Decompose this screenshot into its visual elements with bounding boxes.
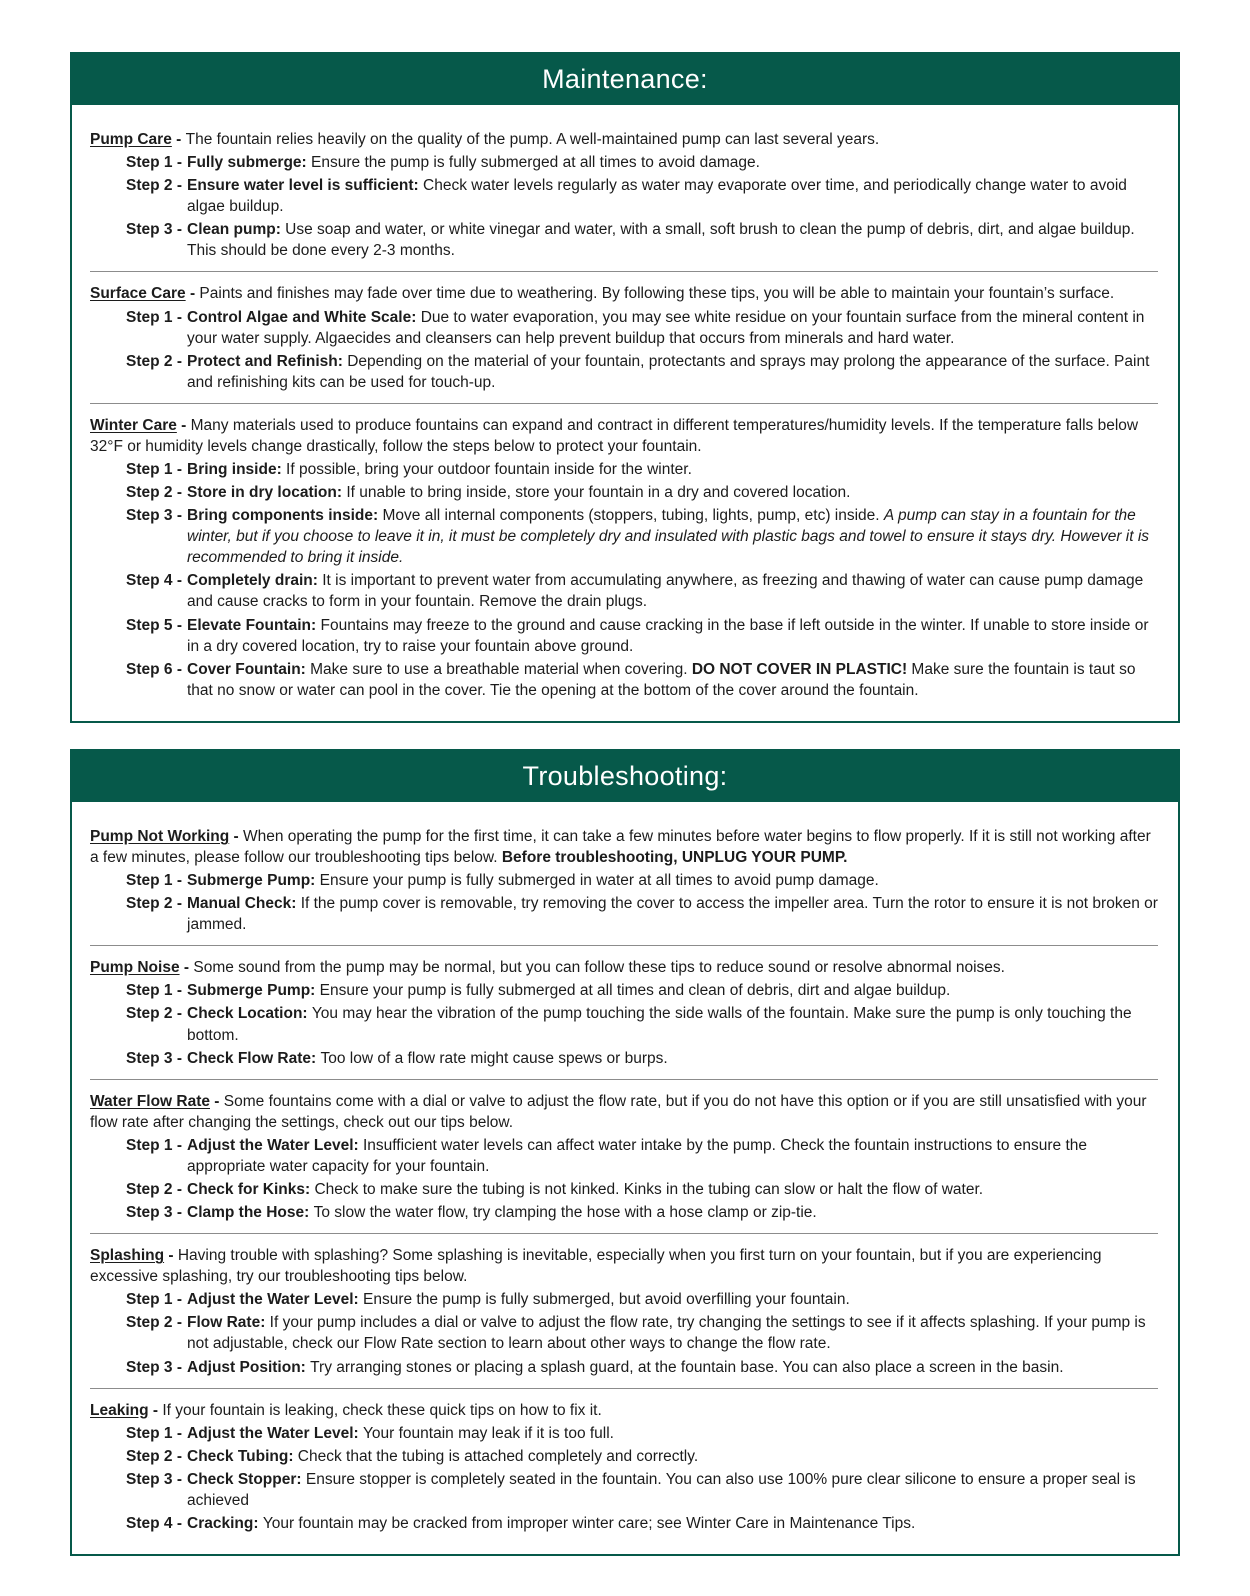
step-name: Protect and Refinish:: [187, 352, 348, 370]
text-segment: Due to water evaporation, you may see white residue on your fountain surface from the mineral content in your water supply. Algaecides and cleansers can help prevent buildup that occurs from minerals and hard water.: [187, 308, 1145, 347]
step-text: [187, 152, 1158, 173]
step-row: [126, 570, 1158, 612]
maintenance-section-title: Maintenance:: [72, 54, 1178, 105]
step-text: [187, 175, 1158, 217]
step-label: Step 2 -: [126, 1447, 182, 1465]
topic-intro: [90, 1245, 1158, 1287]
step-text: [187, 1357, 1158, 1378]
topic-divider: [90, 271, 1158, 272]
step-label: Step 4 -: [126, 572, 182, 590]
step-name: Completely drain:: [187, 572, 323, 590]
step-text: [187, 482, 1158, 503]
topic-water-flow-rate: [90, 1091, 1158, 1223]
step-row: [126, 1003, 1158, 1045]
step-label: Step 3 -: [126, 1470, 182, 1488]
step-text: [187, 307, 1158, 349]
topic-dash: -: [176, 416, 191, 434]
text-segment: Your fountain may leak if it is too full.: [362, 1424, 614, 1442]
step-name: Ensure water level is sufficient:: [187, 177, 424, 195]
text-segment: Make sure the fountain is taut so that no snow or water can pool in the cover. Tie the opening at the bottom of the cover around the fountain.: [187, 660, 1136, 699]
text-segment: You may hear the vibration of the pump touching the side walls of the fountain. Make sure the pump is only touching the bottom.: [187, 1005, 1132, 1044]
step-text: [187, 1135, 1158, 1177]
topic-splashing: [90, 1245, 1158, 1377]
step-name: Check Stopper:: [187, 1470, 306, 1488]
step-name: Fully submerge:: [187, 154, 312, 172]
text-segment: Paints and finishes may fade over time due to weathering. By following these tips, you will be able to maintain your fountain’s surface.: [199, 285, 1115, 303]
topic-dash: -: [229, 827, 243, 845]
step-row: [126, 870, 1158, 891]
step-row: [126, 482, 1158, 503]
step-label: Step 2 -: [126, 1314, 182, 1332]
step-text: [187, 659, 1158, 701]
step-text: [187, 1312, 1158, 1354]
step-text: [187, 570, 1158, 612]
step-label: Step 5 -: [126, 616, 182, 634]
text-segment: Check that the tubing is attached completely and correctly.: [297, 1447, 699, 1465]
step-text: [187, 980, 1158, 1001]
step-text: [187, 505, 1158, 568]
text-segment: Insufficient water levels can affect water intake by the pump. Check the fountain instructions to ensure the appropriate water capacity for your fountain.: [187, 1136, 1088, 1175]
topic-intro: [90, 1400, 1158, 1421]
text-segment: Having trouble with splashing? Some splashing is inevitable, especially when you first turn on your fountain, but if you are experiencing excessive splashing, try our troubleshooting tips below.: [90, 1247, 1102, 1286]
topic-winter-care: [90, 415, 1158, 701]
troubleshooting-section-title: Troubleshooting:: [72, 751, 1178, 802]
step-label: Step 2 -: [126, 895, 182, 913]
step-label: Step 2 -: [126, 1005, 182, 1023]
step-row: [126, 1446, 1158, 1467]
step-row: [126, 505, 1158, 568]
text-segment: Move all internal components (stoppers, tubing, lights, pump, etc) inside.: [382, 507, 884, 525]
step-label: Step 3 -: [126, 1049, 182, 1067]
step-row: [126, 1469, 1158, 1511]
text-segment: Ensure your pump is fully submerged at all times and clean of debris, dirt and algae buildup.: [319, 982, 951, 1000]
topic-heading: Pump Not Working: [90, 827, 230, 845]
step-row: [126, 659, 1158, 701]
step-row: [126, 152, 1158, 173]
text-segment: Some sound from the pump may be normal, but you can follow these tips to reduce sound or resolve abnormal noises.: [193, 959, 1005, 977]
step-row: [126, 1135, 1158, 1177]
text-segment: Many materials used to produce fountains can expand and contract in different temperatures/humidity levels. If the temperature falls below 32°F or humidity levels change drastically, follow the steps below to protect your fountain.: [90, 416, 1139, 455]
topic-divider: [90, 403, 1158, 404]
step-text: [187, 1423, 1158, 1444]
step-row: [126, 1423, 1158, 1444]
text-segment: The fountain relies heavily on the quality of the pump. A well-maintained pump can last several years.: [185, 131, 880, 148]
step-name: Bring components inside:: [187, 507, 383, 525]
text-segment: Some fountains come with a dial or valve to adjust the flow rate, but if you do not have this option or if you are still unsatisfied with your flow rate after changing the settings, check out our tips below.: [90, 1092, 1147, 1131]
step-row: [126, 980, 1158, 1001]
step-text: [187, 870, 1158, 891]
step-name: Clamp the Hose:: [187, 1204, 314, 1222]
step-label: Step 1 -: [126, 308, 182, 326]
step-label: Step 1 -: [126, 872, 182, 890]
topic-heading: Surface Care: [90, 285, 186, 303]
topic-surface-care: [90, 283, 1158, 392]
step-name: Check for Kinks:: [187, 1180, 315, 1198]
step-row: [126, 1048, 1158, 1069]
text-segment: Ensure the pump is fully submerged at all times to avoid damage.: [311, 154, 760, 172]
topic-leaking: [90, 1400, 1158, 1534]
text-segment: Make sure to use a breathable material when covering.: [310, 660, 692, 678]
step-label: Step 6 -: [126, 660, 182, 678]
step-name: Submerge Pump:: [187, 872, 320, 890]
text-segment: Use soap and water, or white vinegar and water, with a small, soft brush to clean the pump of debris, dirt, and algae buildup. This should be done every 2-3 months.: [187, 221, 1135, 260]
text-segment: If your pump includes a dial or valve to adjust the flow rate, try changing the settings to see if it affects splashing. If your pump is not adjustable, check our Flow Rate section to learn about other ways to change the flow rate.: [187, 1314, 1146, 1353]
step-label: Step 1 -: [126, 1291, 182, 1309]
topic-intro: [90, 826, 1158, 868]
topic-intro: [90, 283, 1158, 304]
step-row: [126, 307, 1158, 349]
text-segment: Your fountain may be cracked from improper winter care; see Winter Care in Maintenance Tips.: [262, 1514, 916, 1532]
step-row: [126, 1312, 1158, 1354]
step-label: Step 4 -: [126, 1514, 182, 1532]
topic-heading: Water Flow Rate: [90, 1092, 210, 1110]
text-segment: If unable to bring inside, store your fountain in a dry and covered location.: [346, 484, 851, 502]
troubleshooting-section: [70, 749, 1180, 1556]
step-name: Check Location:: [187, 1005, 312, 1023]
step-text: [187, 1513, 1158, 1534]
text-segment: Ensure stopper is completely seated in the fountain. You can also use 100% pure clear silicone to ensure a proper seal is achieved: [187, 1470, 1136, 1509]
text-segment: Check to make sure the tubing is not kinked. Kinks in the tubing can slow or halt the flow of water.: [314, 1180, 984, 1198]
topic-pump-not-working: [90, 826, 1158, 935]
topic-divider: [90, 1233, 1158, 1234]
step-row: [126, 893, 1158, 935]
step-row: [126, 1289, 1158, 1310]
topic-divider: [90, 1388, 1158, 1389]
step-label: Step 1 -: [126, 982, 182, 1000]
text-segment: Fountains may freeze to the ground and cause cracking in the base if left outside in the winter. If unable to store inside or in a dry covered location, try to raise your fountain above ground.: [187, 616, 1149, 655]
topic-divider: [90, 1079, 1158, 1080]
step-text: [187, 1446, 1158, 1467]
topic-divider: [90, 945, 1158, 946]
step-row: [126, 1202, 1158, 1223]
text-segment: Ensure your pump is fully submerged in water at all times to avoid pump damage.: [319, 872, 879, 890]
step-name: Cracking:: [187, 1514, 263, 1532]
topic-dash: -: [171, 131, 186, 148]
step-label: Step 2 -: [126, 177, 182, 195]
step-name: Control Algae and White Scale:: [187, 308, 421, 326]
step-name: Bring inside:: [187, 461, 287, 479]
text-segment: DO NOT COVER IN PLASTIC!: [691, 660, 908, 678]
step-label: Step 3 -: [126, 221, 182, 239]
step-row: [126, 1357, 1158, 1378]
text-segment: Ensure the pump is fully submerged, but avoid overfilling your fountain.: [362, 1291, 850, 1309]
text-segment: Before troubleshooting, UNPLUG YOUR PUMP.: [501, 848, 848, 866]
step-text: [187, 1289, 1158, 1310]
topic-heading: Pump Noise: [90, 959, 180, 977]
step-label: Step 1 -: [126, 1424, 182, 1442]
step-row: [126, 351, 1158, 393]
step-row: [126, 175, 1158, 217]
step-name: Adjust the Water Level:: [187, 1424, 363, 1442]
text-segment: Too low of a flow rate might cause spews or burps.: [320, 1049, 668, 1067]
step-name: Check Tubing:: [187, 1447, 298, 1465]
step-name: Adjust the Water Level:: [187, 1291, 363, 1309]
text-segment: A pump can stay in a fountain for the winter, but if you choose to leave it in, it must be completely dry and insulated with plastic bags and towel to ensure it stays dry. However it is recommended to bring it inside.: [187, 507, 1150, 567]
topic-pump-noise: [90, 957, 1158, 1068]
step-label: Step 1 -: [126, 154, 182, 172]
step-row: [126, 1513, 1158, 1534]
topic-heading: Splashing: [90, 1247, 165, 1265]
maintenance-section: [70, 52, 1180, 723]
step-text: [187, 351, 1158, 393]
step-name: Adjust the Water Level:: [187, 1136, 363, 1154]
step-text: [187, 219, 1158, 261]
text-segment: If possible, bring your outdoor fountain inside for the winter.: [286, 461, 692, 479]
topic-heading: Leaking: [90, 1401, 149, 1419]
maintenance-section-body: [72, 105, 1178, 721]
step-row: [126, 1179, 1158, 1200]
topic-intro: [90, 957, 1158, 978]
topic-intro: [90, 1091, 1158, 1133]
troubleshooting-section-body: [72, 802, 1178, 1554]
step-text: [187, 459, 1158, 480]
step-label: Step 2 -: [126, 1180, 182, 1198]
text-segment: Depending on the material of your fountain, protectants and sprays may prolong the appearance of the surface. Paint and refinishing kits can be used for touch-up.: [187, 352, 1150, 391]
step-label: Step 3 -: [126, 1204, 182, 1222]
text-segment: Try arranging stones or placing a splash guard, at the fountain base. You can also place a screen in the basin.: [310, 1358, 1064, 1376]
step-text: [187, 615, 1158, 657]
topic-intro: [90, 415, 1158, 457]
step-text: [187, 1048, 1158, 1069]
text-segment: If the pump cover is removable, try removing the cover to access the impeller area. Turn the rotor to ensure it is not broken or jammed.: [187, 895, 1158, 934]
step-text: [187, 1469, 1158, 1511]
step-label: Step 2 -: [126, 484, 182, 502]
step-name: Elevate Fountain:: [187, 616, 321, 634]
step-row: [126, 615, 1158, 657]
step-text: [187, 1179, 1158, 1200]
topic-dash: -: [148, 1401, 163, 1419]
step-name: Adjust Position:: [187, 1358, 311, 1376]
topic-heading: Winter Care: [90, 416, 177, 434]
text-segment: To slow the water flow, try clamping the hose with a hose clamp or zip-tie.: [313, 1204, 817, 1222]
step-label: Step 2 -: [126, 352, 182, 370]
topic-intro: [90, 129, 1158, 150]
step-name: Submerge Pump:: [187, 982, 320, 1000]
topic-dash: -: [185, 285, 200, 303]
step-name: Manual Check:: [187, 895, 301, 913]
step-name: Cover Fountain:: [187, 660, 311, 678]
topic-heading: Pump Care: [90, 131, 172, 148]
step-text: [187, 1003, 1158, 1045]
step-name: Clean pump:: [187, 221, 286, 239]
step-text: [187, 893, 1158, 935]
step-label: Step 3 -: [126, 1358, 182, 1376]
step-label: Step 1 -: [126, 1136, 182, 1154]
text-segment: When operating the pump for the first time, it can take a few minutes before water begins to flow properly. If it is still not working after a few minutes, please follow our troubleshooting tips below.: [90, 827, 1151, 866]
topic-dash: -: [179, 959, 194, 977]
topic-dash: -: [210, 1092, 224, 1110]
step-label: Step 3 -: [126, 507, 182, 525]
step-row: [126, 459, 1158, 480]
step-name: Store in dry location:: [187, 484, 347, 502]
text-segment: If your fountain is leaking, check these quick tips on how to fix it.: [162, 1401, 602, 1419]
step-row: [126, 219, 1158, 261]
topic-dash: -: [164, 1247, 178, 1265]
topic-pump-care: [90, 129, 1158, 261]
step-name: Check Flow Rate:: [187, 1049, 321, 1067]
step-name: Flow Rate:: [187, 1314, 270, 1332]
step-text: [187, 1202, 1158, 1223]
step-label: Step 1 -: [126, 461, 182, 479]
text-segment: Check water levels regularly as water may evaporate over time, and periodically change water to avoid algae buildup.: [187, 177, 1127, 216]
text-segment: It is important to prevent water from accumulating anywhere, as freezing and thawing of water can cause pump damage and cause cracks to form in your fountain. Remove the drain plugs.: [187, 572, 1144, 611]
